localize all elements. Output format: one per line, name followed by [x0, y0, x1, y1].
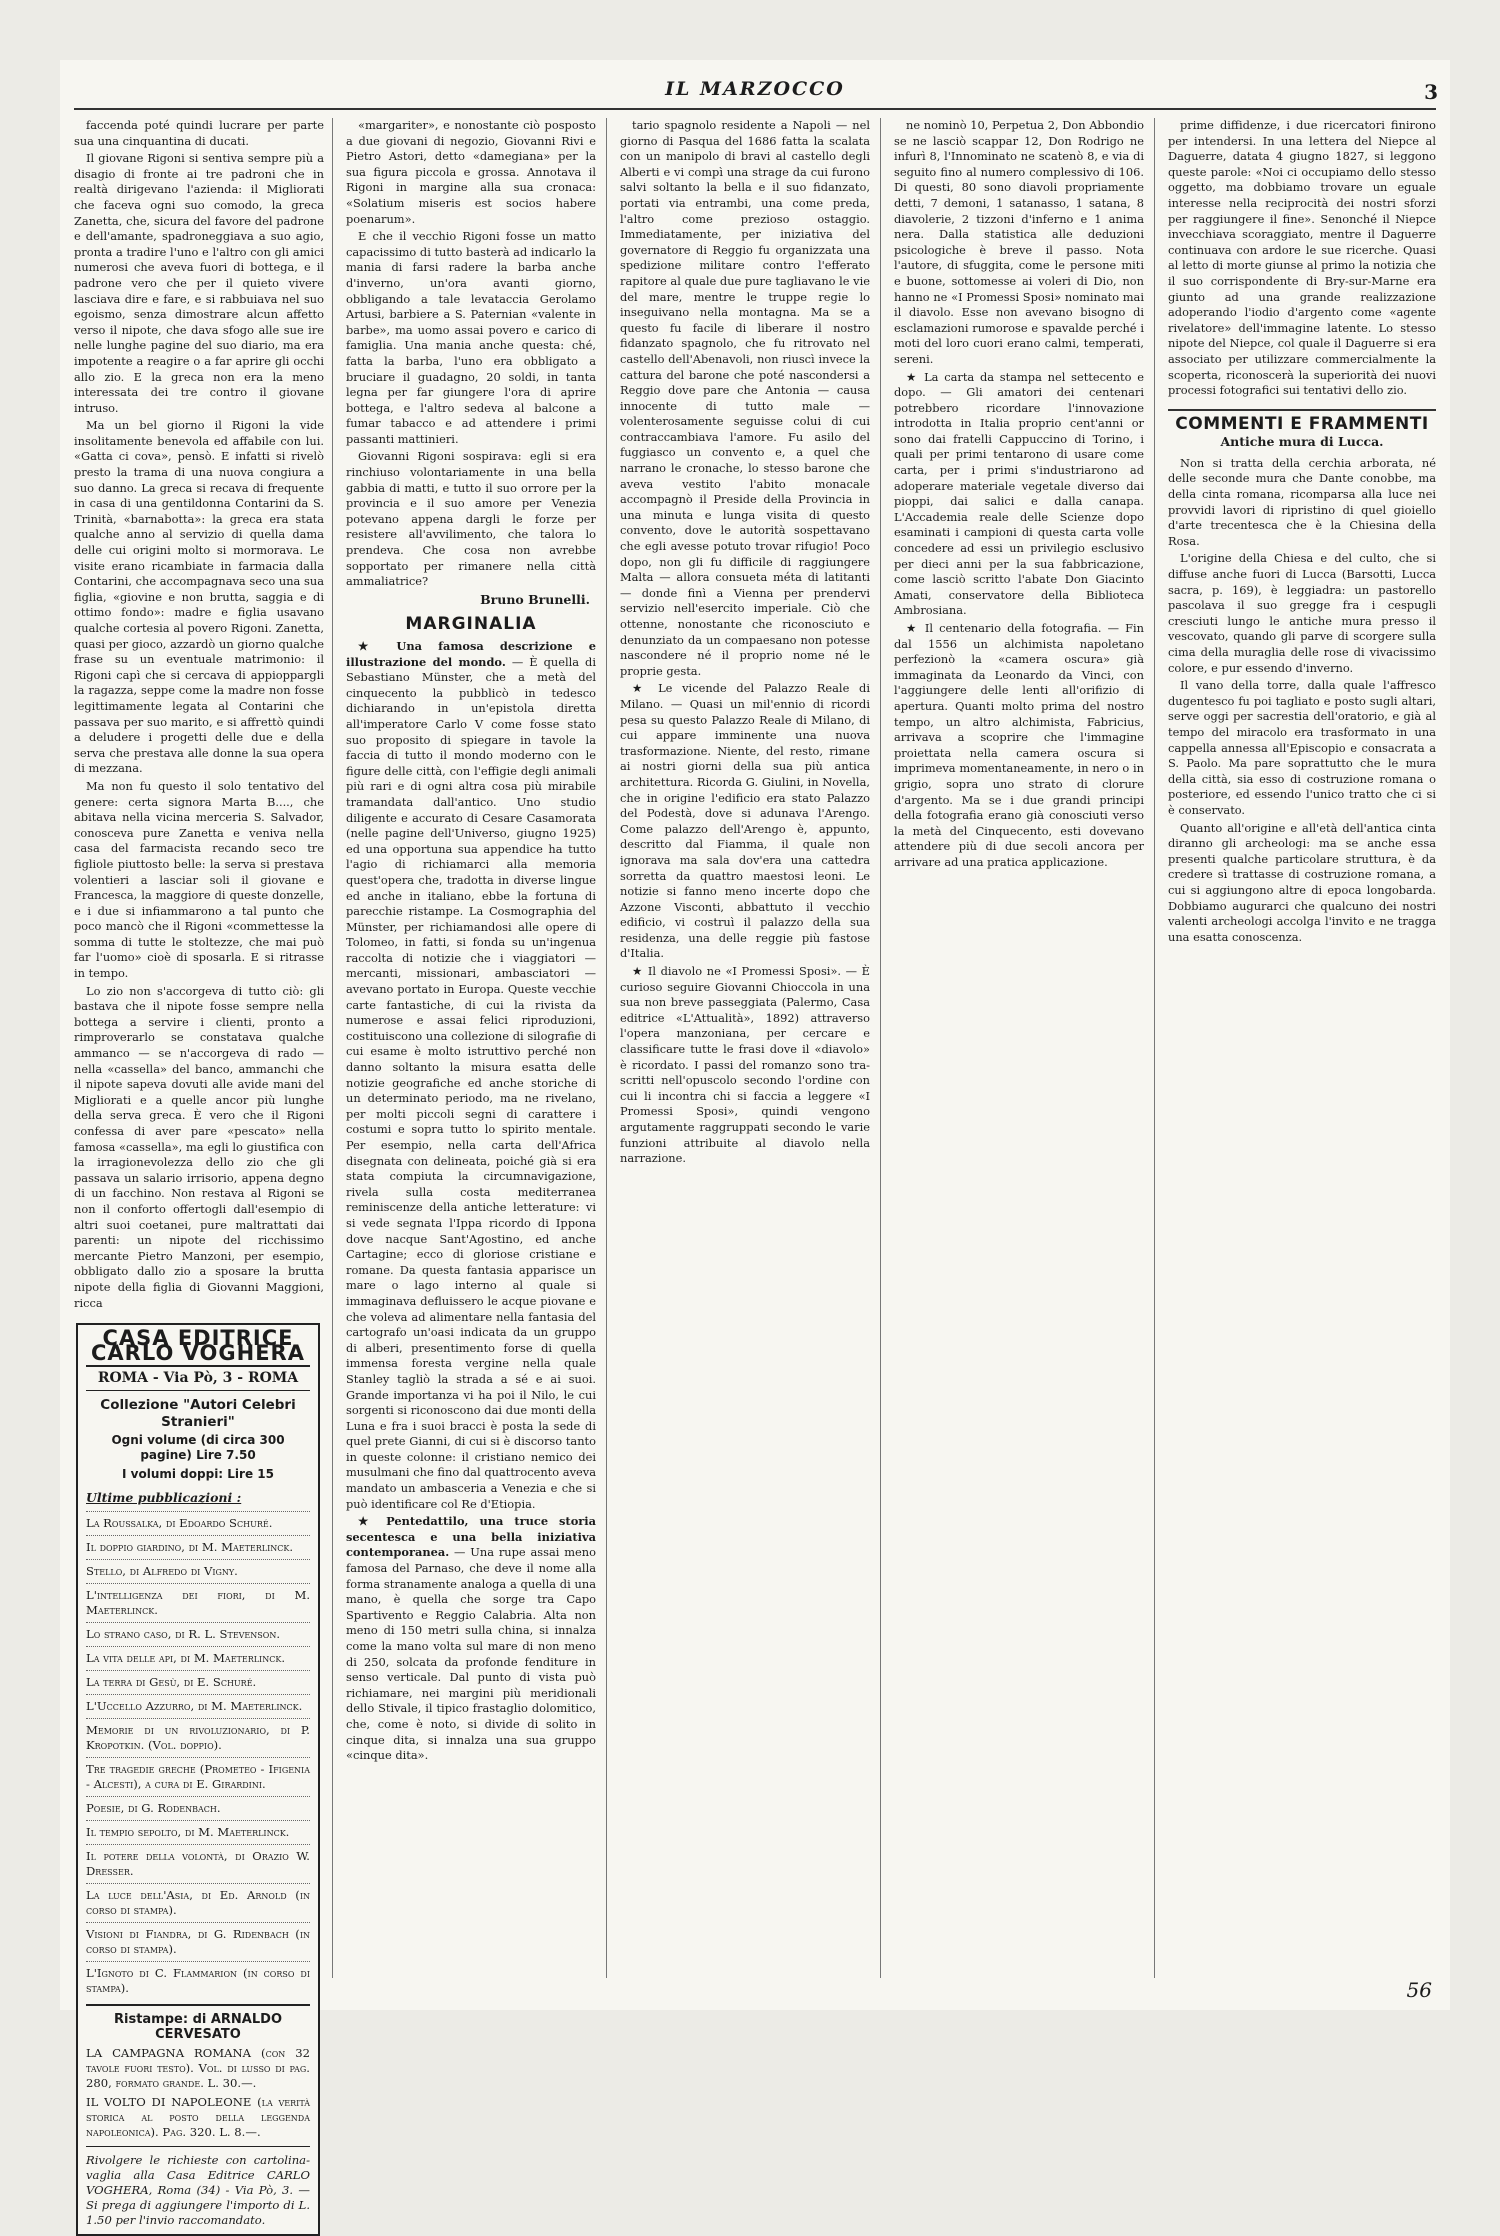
- handwritten-page-number: 56: [1406, 1978, 1432, 2002]
- paragraph: ne nominò 10, Perpetua 2, Don Abbondio se ne lasciò scappar 12, Don Rodrigo ne infurì 8, l'Innominato ne scatenò 8, e via di seguito fino al numero complessivo di 106. Di questi, 80 sono diavoli propriamente detti, 7 demoni, 1 satanasso, 1 satana, 8 diavolerie, 2 tizzoni d'inferno e 1 anima nera. Dalla statistica alle deduzioni psicologiche è breve il passo. Nota l'autore, di sfuggita, come le persone miti e buone, sottomesse ai voleri di Dio, non hanno ne «I Promessi Sposi» nominato mai il diavolo. Esse non avevano bisogno di esclamazioni rumorose e spavalde perché i moti del loro cuori erano calmi, temperati, sereni.: [894, 118, 1144, 366]
- ad-book-item: La terra di Gesù, di E. Schuré.: [86, 1670, 310, 1694]
- ad-book-item: La Roussalka, di Edoardo Schuré.: [86, 1511, 310, 1535]
- ad-book-item: Lo strano caso, di R. L. Stevenson.: [86, 1622, 310, 1646]
- ad-book-item: Tre tragedie greche (Prometeo - Ifigenia - Alcesti), a cura di E. Girardini.: [86, 1757, 310, 1796]
- marginalia-item-title: ★ Una famosa descrizione e illustrazione del mondo.: [346, 639, 596, 669]
- paragraph: ★ Le vicende del Palazzo Reale di Milano. — Quasi un mil'ennio di ricordi pesa su questo Palazzo Reale di Milano, di cui appare imminente una nuova trasformazione. Niente, del resto, rimane ai nostri giorni della sua più antica architettura. Ricorda G. Giulini, in Novella, che in origine l'edificio era stato Palazzo del Podestà, dove si adunava l'Arengo. Come palazzo dell'Arengo è, appunto, descritto dal Fiamma, il quale non ignorava ma sala dov'era una cattedra sorretta da quattro maestosi leoni. Le notizie si fanno meno incerte dopo che Azzone Visconti, abbattuto il vecchio edificio, vi costruì il palazzo della sua residenza, una delle reggie più fastose d'Italia.: [620, 681, 870, 961]
- ad-book-item: Stello, di Alfredo di Vigny.: [86, 1559, 310, 1583]
- column-5: [1168, 118, 1436, 1978]
- paragraph: prime diffidenze, i due ricercatori finirono per intendersi. In una lettera del Niepce al Daguerre, datata 4 giugno 1827, si leggono queste parole: «Noi ci occupiamo dello stesso oggetto, ma dobbiamo trovare un eguale interesse nella reciprocità dei nostri sforzi per raggiungere il fine». Senonché il Niepce invecchiava scoraggiato, mentre il Daguerre continuava con ardore le sue ricerche. Quasi al letto di morte giunse al primo la notizia che il suo corrispondente di Bry-sur-Marne era giunto ad una grande realizzazione adoperando l'iodio d'argento come «agente rivelatore» dell'immagine latente. Lo stesso nipote del Niepce, col quale il Daguerre si era associato per utilizzare commercialmente la scoperta, riconoscerà la superiorità dei nuovi processi fotografici sui tentativi dello zio.: [1168, 118, 1436, 398]
- ad-price-line: Ogni volume (di circa 300 pagine) Lire 7.50: [111, 1433, 285, 1463]
- paragraph: «margariter», e nonostante ciò posposto a due giovani di negozio, Giovanni Rivi e Pietro Astori, detto «damegiana» per la sua figura piccola e grossa. Annotava il Rigoni in margine alla sua cronaca: «Solatium miseris est socios habere poenarum».: [346, 118, 596, 226]
- paragraph: L'origine della Chiesa e del culto, che si diffuse anche fuori di Lucca (Barsotti, Lucca sacra, p. 169), è leggiadra: un pastorello pascolava il suo gregge fra i cespugli cresciuti lungo le antiche mura presso il vescovato, quando gli parve di scorgere sulla cima della muraglia delle rose di vivacissimo colore, e pur essendo d'inverno.: [1168, 551, 1436, 675]
- ad-book-item: La vita delle api, di M. Maeterlinck.: [86, 1646, 310, 1670]
- publisher-advertisement: [76, 1323, 320, 2236]
- ad-book-item: Il potere della volontà, di Orazio W. Dresser.: [86, 1844, 310, 1883]
- ad-reprints-title: Ristampe: di ARNALDO CERVESATO: [86, 2004, 310, 2042]
- ad-price-double: I volumi doppi: Lire 15: [122, 1467, 274, 1482]
- paragraph: Quanto all'origine e all'età dell'antica cinta diranno gli archeologi: ma se anche essa presenti qualche particolare struttura, è da credere sì trattasse di costruzione romana, a cui si aggiungono altre di epoca longobarda. Dobbiamo augurarci che qualcuno dei nostri valenti archeologi accolga l'invito e ne tragga una esatta conoscenza.: [1168, 820, 1436, 944]
- newspaper-title: IL MARZOCCO: [665, 78, 845, 100]
- column-4: [894, 118, 1144, 1978]
- marginalia-heading: MARGINALIA: [405, 614, 537, 635]
- ad-order-note: Rivolgere le richieste con cartolina-vaglia alla Casa Editrice CARLO VOGHERA, Roma (34) - Via Pò, 3. — Si prega di aggiungere l'importo di L. 1.50 per l'invio raccomandato.: [86, 2146, 310, 2228]
- article-signature: Bruno Brunelli.: [480, 591, 590, 607]
- paragraph: Ma un bel giorno il Rigoni la vide insolitamente benevola ed affabile con lui. «Gatta ci cova», pensò. E infatti si rivelò presto la trama di una nuova congiura a suo danno. La greca si recava di frequente in casa di una gentildonna Contarini da S. Trinità, «barnabotta»: la greca era stata qualche anno al servizio di quella dama delle cui origini molto si mormorava. Le visite erano ricambiate in farmacia dalla Contarini, che accompagnava seco una sua figlia, «giovine e non brutta, saggia e di ottimo fondo»: madre e figlia usavano qualche cortesia al povero Rigoni. Zanetta, quasi per gioco, azzardò un giorno qualche frase su un eventuale matrimonio: il Rigoni capì che si cercava di appioppargli la ragazza, seppe come la madre non fosse legittimamente legata al Contarini che passava per suo marito, e si affrettò quindi a deludere i progetti delle due e della serva che prestava alle donne la sua opera di mezzana.: [74, 418, 324, 776]
- marginalia-item: [346, 639, 596, 1512]
- ad-book-list: [86, 1511, 310, 2000]
- column-divider: [332, 118, 333, 1978]
- paragraph: Il giovane Rigoni si sentiva sempre più a disagio di fronte ai tre padroni che in realtà dirigevano l'azienda: il Migliorati che faceva ogni suo comodo, la greca Zanetta, che, sicura del favore del padrone e dell'amante, spadroneggiava a suo agio, pronta a tradire l'uno e l'altro con gli amici numerosi che aveva fuori di bottega, e il padrone vero che per il quieto vivere lasciava dire e fare, e si rabbuiava nel suo egoismo, senza dimostrare alcun affetto verso il nipote, che dava sfogo alle sue ire nelle lunghe pagine del suo diario, ma era impotente a reagire o a far aprire gli occhi allo zio. E la greca non era la meno interessata dei tre contro il giovane intruso.: [74, 151, 324, 415]
- marginalia-item-text: — È quella di Sebastiano Münster, che a metà del cinquecento la pubblicò in tedesco dichiarando in un'epistola diretta all'imperatore Carlo V come fosse stato suo proposito di spiegare in tavole la faccia di tutto il mondo moderno con le figure delle città, con l'effigie degli animali più rari e di ogni altra cosa più mirabile tramandata dall'antico. Uno studio diligente e accurato di Cesare Casamorata (nelle pagine dell'Universo, giugno 1925) ed una opportuna sua appendice ha tutto l'agio di richiamarci alla memoria quest'opera che, tradotta in diverse lingue ed anche in italiano, ebbe la fortuna di parecchie ristampe. La Cosmographia del Münster, per richiamandosi alle opere di Tolomeo, in fatti, si fonda su un'ingenua raccolta di notizie che i viaggiatori — mercanti, missionari, ambasciatori — avevano portato in Europa. Queste vecchie carte fantastiche, di cui la rivista da numerose e assai felici riproduzioni, costituiscono una collezione di silografie di cui esame è molto istruttivo perché non danno soltanto la misura esatta delle notizie geografiche ed anche storiche di un determinato periodo, ma ne rivelano, per molti piccoli segni di carattere i costumi e sopra tutto lo spirito mentale. Per esempio, nella carta dell'Africa disegnata con delineata, poiché già si era stata compiuta la circumnavigazione, rivela sulla costa mediterranea reminiscenze della antiche letterature: vi si vede segnata l'Ippa ricordo di Ippona dove nacque Sant'Agostino, ed anche Cartagine; ecco di gloriose cristiane e romane. Da questa fantasia apparisce un mare o lago interno al quale si immaginava defluissero le acque piovane e che voleva ad alimentare nella fantasia del cartografo un'oasi indicata da un gruppo di alberi, presentimento forse di quella immensa foresta vergine nella quale Stanley tagliò la strada a sé e ai suoi. Grande importanza vi ha poi il Nilo, le cui sorgenti si riconoscono dai due monti della Luna e fra i suoi bracci è posta la sede di quel prete Gianni, di cui si è discorso tanto in queste colonne: il cristiano nemico dei musulmani che fino dal quattrocento aveva mandato un ambasceria a Venezia e che si può identificare col Re d'Etiopia.: [346, 654, 596, 1511]
- paragraph: Lo zio non s'accorgeva di tutto ciò: gli bastava che il nipote fosse sempre nella bottega a servire i clienti, pronto a rimproverarlo se constatava qualche ammanco — se n'accorgeva di rado — nella «cassella» del banco, ammanchi che il nipote sapeva dovuti alle avide mani del Migliorati e a quelle ancor più lunghe della serva greca. È vero che il Rigoni confessa di aver pare «pescato» nella famosa «cassella», ma egli lo giustifica con la irragionevolezza dello zio che gli passava un salario irrisorio, appena degno di un facchino. Non restava al Rigoni se non il conforto offertogli dall'esempio di altri suoi coetanei, pure maltrattati dai parenti: un nipote del ricchissimo mercante Pietro Manzoni, per esempio, obbligato dallo zio a sposare la brutta nipote della figlia di Giovanni Maggioni, ricca: [74, 983, 324, 1310]
- ad-book-item: L'intelligenza dei fiori, di M. Maeterlinck.: [86, 1583, 310, 1622]
- ad-section-title: Ultime pubblicazioni :: [86, 1490, 242, 1506]
- paragraph: ★ Il diavolo ne «I Promessi Sposi». — È curioso seguire Giovanni Chioccola in una sua non breve passeggiata (Palermo, Casa editrice «L'Attualità», 1892) attraverso l'opera manzoniana, per cercare e classificare tutte le frasi dove il «diavolo» è ricordato. I passi del romanzo sono tra-scritti nell'opuscolo secondo l'ordine con cui li incontra chi si faccia a leggere «I Promessi Sposi», quindi vengono argutamente raggruppati secondo le varie funzioni attribuite al diavolo nella narrazione.: [620, 964, 870, 1166]
- ad-reprint-item: IL VOLTO DI NAPOLEONE (la verità storica al posto della leggenda napoleonica). Pag. 320. L. 8.—.: [86, 2095, 310, 2140]
- newspaper-page: [60, 60, 1450, 2228]
- paragraph: tario spagnolo residente a Napoli — nel giorno di Pasqua del 1686 fatta la scalata con un manipolo di bravi al castello degli Alberti e vi compì una strage da cui furono salvi soltanto la bella e il suo fidanzato, portati via entrambi, una come preda, l'altro come prezioso ostaggio. Immediatamente, per iniziativa del governatore di Reggio fu organizzata una spedizione militare contro l'efferato rapitore al quale due pure tagliavano le vie del mare, mentre le truppe regie lo inseguivano nella montagna. Ma se a questo fu facile di liberare il nostro fidanzato spagnolo, che fu ritrovato nel castello dell'Abenavoli, non riuscì invece la cattura del barone che poté nascondersi a Reggio dove pare che Antonia — causa innocente di tutto male — volenterosamente seguisse colui di cui contraccambiava l'amore. Fu asilo del fuggiasco un convento e, a quel che narrano le cronache, lo stesso barone che aveva vestito l'abito monacale accompagnò il Preside della Provincia in una minuta e lunga visita di questo convento, dove le autorità sospettavano che egli avesse potuto trovar rifugio! Poco dopo, non gli fu difficile di raggiungere Malta — allora consueta méta di latitanti — donde finì a Vienna per prendervi servizio nell'esercito imperiale. Ciò che ottenne, nonostante che riconosciuto e denunziato da un compaesano non potesse nascondere né il proprio nome né le proprie gesta.: [620, 118, 870, 678]
- column-1: [74, 118, 324, 2228]
- column-1-text: [74, 118, 324, 1311]
- ad-book-item: Il tempio sepolto, di M. Maeterlinck.: [86, 1820, 310, 1844]
- column-divider: [1154, 118, 1155, 1978]
- commenti-subheading: Antiche mura di Lucca.: [1220, 434, 1384, 450]
- ad-book-item: Memorie di un rivoluzionario, di P. Kropotkin. (Vol. doppio).: [86, 1718, 310, 1757]
- paragraph: ★ La carta da stampa nel settecento e dopo. — Gli amatori dei centenari potrebbero ricordare l'innovazione introdotta in Italia proprio cent'anni or sono dai fratelli Cappuccino di Torino, i quali per primi tentarono di usare come carta, per i primi s'industriarono ad adoperare materiale vegetale diverso dai pioppi, dai salici e dalla canapa. L'Accademia reale delle Scienze dopo esaminati i campioni di questa carta volle concedere ad essi un privilegio esclusivo per dieci anni per la sua fabbricazione, come lasciò scritto l'abate Don Giacinto Amati, conservatore della Biblioteca Ambrosiana.: [894, 369, 1144, 618]
- marginalia-item-title: ★ Pentedattilo, una truce storia secentesca e una bella iniziativa contemporanea.: [346, 1514, 596, 1560]
- paragraph: Ma non fu questo il solo tentativo del genere: certa signora Marta B...., che abitava nella vicina merceria S. Salvador, conosceva pure Zanetta e veniva nella casa del farmacista recando seco tre figliole piuttosto belle: la serva si prestava volentieri a lasciar soli il giovane e Francesca, la maggiore di queste donzelle, e i due si infiammarono a tal punto che poco mancò che il Rigoni «commettesse la somma di tutte le stoltezze, che mai può far l'uomo» cioè di sposarla. E si ritrasse in tempo.: [74, 778, 324, 981]
- paragraph: Il vano della torre, dalla quale l'affresco dugentesco fu poi tagliato e posto sugli altari, serve oggi per sacrestia dell'oratorio, e già al tempo del miracolo era trasformato in una cappella annessa all'Episcopio e consacrata a S. Paolo. Ma pare soprattutto che le mura della città, sia esso di costruzione romana o posteriore, ed essendo l'unico tratto che ci si è conservato.: [1168, 678, 1436, 817]
- column-divider: [606, 118, 607, 1978]
- paragraph: ★ Il centenario della fotografia. — Fin dal 1556 un alchimista napoletano perfezionò la «camera oscura» già immaginata da Leonardo da Vinci, con l'aggiungere delle lenti all'orifizio di apertura. Quanti molto prima del nostro tempo, un altro alchimista, Fabricius, arrivava a scoprire che l'immagine proiettata nella camera oscura si imprimeva momentaneamente, in nero o in grigio, sopra uno strato di clorure d'argento. Ma se i due grandi principi della fotografia erano già conosciuti verso la metà del Cinquecento, esti dovevano attendere più di due secoli ancora per arrivare ad una pratica applicazione.: [894, 621, 1144, 869]
- column-3: [620, 118, 870, 1978]
- masthead: [60, 78, 1450, 108]
- ad-book-item: La luce dell'Asia, di Ed. Arnold (in corso di stampa).: [86, 1883, 310, 1922]
- paragraph: E che il vecchio Rigoni fosse un matto capacissimo di tutto basterà ad indicarlo la mania di farsi radere la barba anche d'inverno, un'ora avanti giorno, obbligando a tale levataccia Gerolamo Artusi, barbiere a S. Paternian «valente in barbe», ma uomo assai povero e carico di famiglia. Una mania anche questa: ché, fatta la barba, l'uno era obbligato a bruciare il guadagno, 20 soldi, in tanta legna per far giungere l'ora di aprire bottega, e l'altro sedeva al balcone a fumar tabacco e ad attendere i primi passanti mattinieri.: [346, 229, 596, 446]
- column-divider: [880, 118, 881, 1978]
- ad-publisher-name: CASA EDITRICE CARLO VOGHERA: [86, 1331, 310, 1367]
- marginalia-item: [346, 1514, 596, 1764]
- ad-collection-title: Collezione "Autori Celebri Stranieri": [100, 1397, 296, 1431]
- ad-book-item: L'Ignoto di C. Flammarion (in corso di stampa).: [86, 1961, 310, 2000]
- commenti-heading: COMMENTI E FRAMMENTI: [1168, 409, 1436, 433]
- ad-book-item: Visioni di Fiandra, di G. Ridenbach (in corso di stampa).: [86, 1922, 310, 1961]
- ad-reprint-item: LA CAMPAGNA ROMANA (con 32 tavole fuori testo). Vol. di lusso di pag. 280, formato grande. L. 30.—.: [86, 2046, 310, 2091]
- paragraph: Giovanni Rigoni sospirava: egli si era rinchiuso volontariamente in una bella gabbia di matti, e tutto il suo orrore per la provincia e il suo amore per Venezia potevano appena dargli le forze per resistere all'avvilimento, che talora lo prendeva. Che cosa non avrebbe sopportato per rimanere nella città ammaliatrice?: [346, 449, 596, 589]
- page-number: 3: [1424, 80, 1438, 104]
- column-2: [346, 118, 596, 1978]
- paragraph: Non si tratta della cerchia arborata, né delle seconde mura che Dante conobbe, ma della cinta romana, ricomparsa alla luce nei provvidi lavori di ripristino di quel gioiello d'arte trecentesca che è la Chiesina della Rosa.: [1168, 455, 1436, 548]
- marginalia-item-text: — Una rupe assai meno famosa del Parnaso, che deve il nome alla forma stranamente analoga a quella di una mano, è quella che sorge tra Capo Spartivento e Reggio Calabria. Alta non meno di 150 metri sulla china, si innalza come la mano volta sul mare di non meno di 250, solcata da profonde fenditure in senso verticale. Dal punto di vista può richiamare, nei margini più meridionali dello Stivale, il tipico frastaglio dolomitico, che, come è noto, si divide di solito in cinque dita, si innalza una sua gruppo «cinque dita».: [346, 1545, 596, 1763]
- ad-book-item: Poesie, di G. Rodenbach.: [86, 1796, 310, 1820]
- paragraph: faccenda poté quindi lucrare per parte sua una cinquantina di ducati.: [74, 118, 324, 148]
- ad-book-item: Il doppio giardino, di M. Maeterlinck.: [86, 1535, 310, 1559]
- ad-book-item: L'Uccello Azzurro, di M. Maeterlinck.: [86, 1694, 310, 1718]
- ad-address: ROMA - Via Pò, 3 - ROMA: [86, 1371, 310, 1391]
- header-rule: [74, 108, 1436, 110]
